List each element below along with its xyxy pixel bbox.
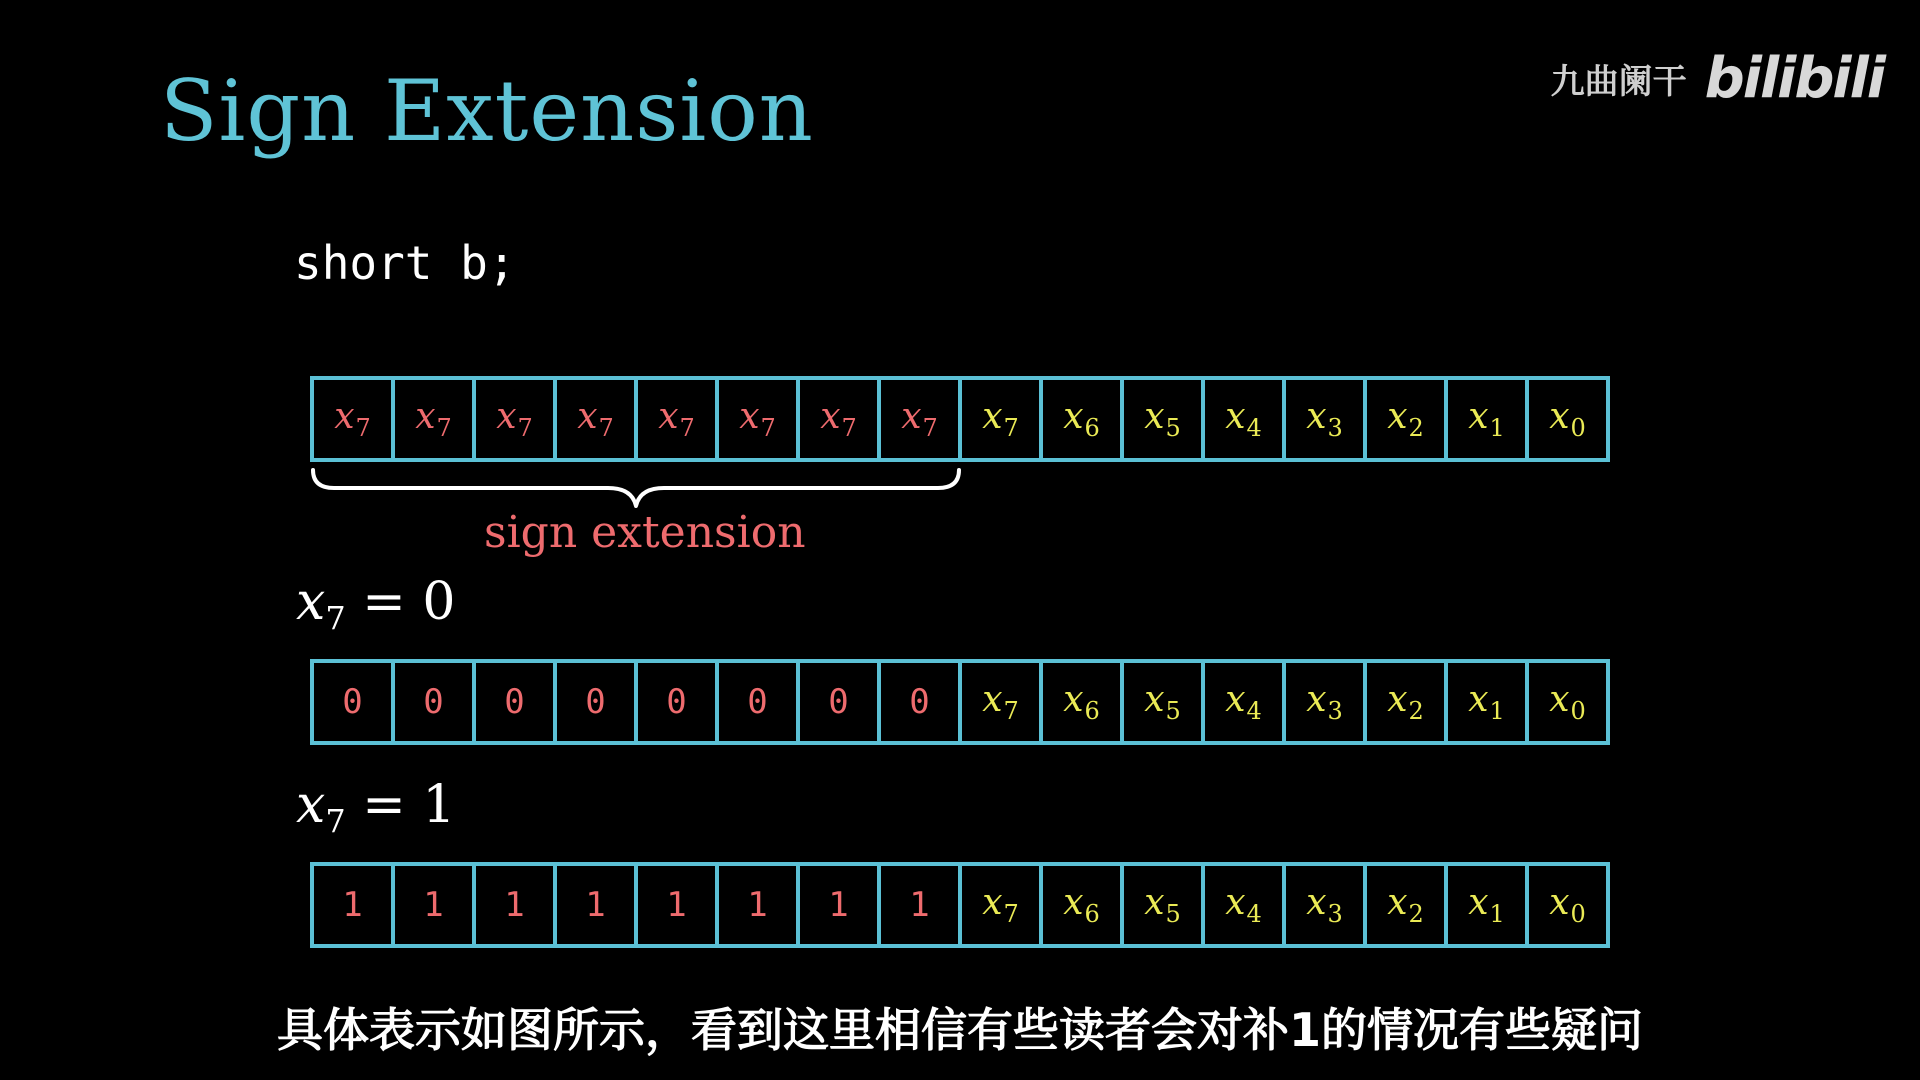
bit-row-generic — [310, 376, 1610, 462]
bit-variable-index: 7 — [355, 414, 371, 442]
bit-variable-index: 3 — [1327, 414, 1343, 442]
bit-variable-name: x — [577, 396, 598, 437]
bit-variable-index: 0 — [1570, 900, 1586, 928]
bit-digit: 0 — [666, 682, 687, 722]
bit-variable-index: 7 — [436, 414, 452, 442]
bit-variable — [1063, 396, 1100, 442]
bit-variable-index: 6 — [1084, 414, 1100, 442]
bit-variable — [1144, 679, 1181, 725]
bit-variable-name: x — [820, 396, 841, 437]
bit-variable-index: 1 — [1489, 697, 1505, 725]
bit-cell — [638, 380, 719, 458]
bit-cell — [1367, 866, 1448, 944]
code-declaration: short b; — [294, 236, 516, 290]
bilibili-logo-icon: bilibili — [1704, 46, 1884, 111]
bit-cell — [557, 380, 638, 458]
bit-digit: 0 — [909, 682, 930, 722]
bit-digit: 0 — [585, 682, 606, 722]
bit-variable-index: 7 — [598, 414, 614, 442]
bit-digit: 0 — [423, 682, 444, 722]
channel-watermark — [1551, 46, 1884, 111]
bit-cell — [962, 866, 1043, 944]
bit-variable — [982, 882, 1019, 928]
bit-variable — [1387, 882, 1424, 928]
slide-title: Sign Extension — [160, 62, 814, 160]
bit-variable-name: x — [1468, 679, 1489, 720]
bit-digit: 1 — [342, 885, 363, 925]
condition-value: = 1 — [345, 775, 456, 835]
bit-variable — [334, 396, 371, 442]
bit-variable — [577, 396, 614, 442]
bit-variable-index: 0 — [1570, 414, 1586, 442]
bit-cell — [395, 380, 476, 458]
bit-variable-index: 4 — [1246, 414, 1262, 442]
bit-variable-name: x — [334, 396, 355, 437]
watermark-author: 九曲阑干 — [1550, 62, 1687, 102]
bit-variable-index: 3 — [1327, 900, 1343, 928]
bit-cell — [881, 663, 962, 741]
bit-variable-name: x — [415, 396, 436, 437]
bit-variable-index: 7 — [922, 414, 938, 442]
bit-variable-name: x — [1468, 396, 1489, 437]
sign-extension-label: sign extension — [484, 507, 806, 558]
bit-cell — [1448, 663, 1529, 741]
bit-variable — [496, 396, 533, 442]
bit-cell — [638, 866, 719, 944]
bit-variable-name: x — [1549, 679, 1570, 720]
bit-digit: 1 — [504, 885, 525, 925]
bit-row-zero — [310, 659, 1610, 745]
bit-digit: 0 — [342, 682, 363, 722]
bit-cell — [395, 866, 476, 944]
bit-variable — [1549, 882, 1586, 928]
bit-digit: 1 — [747, 885, 768, 925]
bit-variable-name: x — [1063, 679, 1084, 720]
bit-variable — [1225, 396, 1262, 442]
bit-variable-index: 4 — [1246, 900, 1262, 928]
bit-cell — [1043, 663, 1124, 741]
bit-variable-name: x — [982, 882, 1003, 923]
bit-variable-index: 7 — [517, 414, 533, 442]
bit-variable-index: 7 — [1003, 900, 1019, 928]
bit-variable — [739, 396, 776, 442]
bit-digit: 1 — [828, 885, 849, 925]
bit-variable-index: 7 — [679, 414, 695, 442]
bit-variable — [982, 396, 1019, 442]
bit-cell — [962, 663, 1043, 741]
condition-value: = 0 — [345, 572, 456, 632]
bit-variable-name: x — [1306, 679, 1327, 720]
bit-variable-name: x — [1063, 396, 1084, 437]
bit-cell — [1529, 380, 1606, 458]
bit-cell — [1448, 866, 1529, 944]
bit-cell — [1205, 663, 1286, 741]
bit-cell — [1286, 866, 1367, 944]
bit-variable — [1306, 396, 1343, 442]
bit-variable — [1387, 396, 1424, 442]
bit-variable-index: 5 — [1165, 900, 1181, 928]
bit-variable-index: 6 — [1084, 697, 1100, 725]
bit-variable-name: x — [1387, 679, 1408, 720]
bit-cell — [1286, 380, 1367, 458]
bit-cell — [800, 380, 881, 458]
condition-x7-equals-1 — [296, 775, 455, 840]
bit-variable-index: 1 — [1489, 900, 1505, 928]
bit-variable-name: x — [496, 396, 517, 437]
bit-cell — [314, 866, 395, 944]
bit-digit: 1 — [666, 885, 687, 925]
subtitle-caption: 具体表示如图所示，看到这里相信有些读者会对补1的情况有些疑问 — [276, 1003, 1643, 1057]
bit-cell — [1205, 380, 1286, 458]
bit-variable-name: x — [1225, 882, 1246, 923]
bit-variable-name: x — [1063, 882, 1084, 923]
bit-digit: 0 — [504, 682, 525, 722]
bit-variable-index: 0 — [1570, 697, 1586, 725]
bit-variable — [1468, 396, 1505, 442]
bit-variable-index: 5 — [1165, 414, 1181, 442]
bit-variable — [1549, 679, 1586, 725]
bit-cell — [314, 663, 395, 741]
bit-cell — [1043, 866, 1124, 944]
bit-variable — [1306, 679, 1343, 725]
bit-variable-name: x — [982, 679, 1003, 720]
bit-variable-index: 7 — [1003, 697, 1019, 725]
condition-variable: x — [296, 775, 326, 835]
curly-brace-icon — [310, 462, 962, 510]
bit-variable — [1387, 679, 1424, 725]
bit-variable — [658, 396, 695, 442]
bit-digit: 1 — [423, 885, 444, 925]
bit-row-one — [310, 862, 1610, 948]
bit-variable-name: x — [1549, 882, 1570, 923]
bit-cell — [476, 866, 557, 944]
bit-variable-index: 4 — [1246, 697, 1262, 725]
bit-cell — [557, 866, 638, 944]
bit-variable-index: 2 — [1408, 414, 1424, 442]
bit-variable-index: 3 — [1327, 697, 1343, 725]
bit-digit: 0 — [828, 682, 849, 722]
bit-variable-name: x — [1549, 396, 1570, 437]
bit-cell — [1124, 866, 1205, 944]
bit-cell — [962, 380, 1043, 458]
bit-cell — [719, 663, 800, 741]
bit-digit: 1 — [585, 885, 606, 925]
bit-cell — [1124, 380, 1205, 458]
condition-variable: x — [296, 572, 326, 632]
bit-variable-index: 7 — [1003, 414, 1019, 442]
bit-variable — [1063, 679, 1100, 725]
bit-variable-name: x — [1144, 396, 1165, 437]
bit-cell — [1286, 663, 1367, 741]
bit-cell — [1448, 380, 1529, 458]
bit-variable-name: x — [1144, 882, 1165, 923]
bit-variable — [901, 396, 938, 442]
bit-variable-index: 7 — [841, 414, 857, 442]
bit-variable-name: x — [1306, 882, 1327, 923]
bit-digit: 0 — [747, 682, 768, 722]
bit-cell — [800, 866, 881, 944]
bit-cell — [881, 380, 962, 458]
condition-x7-equals-0 — [296, 572, 455, 637]
bit-variable-name: x — [1144, 679, 1165, 720]
bit-cell — [314, 380, 395, 458]
bit-variable-index: 1 — [1489, 414, 1505, 442]
bit-variable — [1468, 882, 1505, 928]
bit-variable-name: x — [658, 396, 679, 437]
bit-variable-name: x — [1468, 882, 1489, 923]
bit-cell — [476, 380, 557, 458]
bit-variable-name: x — [1387, 396, 1408, 437]
bit-cell — [638, 663, 719, 741]
bit-variable — [1225, 679, 1262, 725]
bit-cell — [800, 663, 881, 741]
bit-variable — [415, 396, 452, 442]
bit-variable — [982, 679, 1019, 725]
bit-variable-name: x — [1306, 396, 1327, 437]
bit-digit: 1 — [909, 885, 930, 925]
bit-variable-name: x — [982, 396, 1003, 437]
bit-variable — [1144, 882, 1181, 928]
bit-cell — [476, 663, 557, 741]
bit-cell — [1367, 663, 1448, 741]
bit-cell — [1205, 866, 1286, 944]
bit-cell — [557, 663, 638, 741]
bit-cell — [1367, 380, 1448, 458]
bit-variable — [1306, 882, 1343, 928]
bit-cell — [719, 380, 800, 458]
bit-variable-name: x — [1225, 396, 1246, 437]
bit-variable — [1225, 882, 1262, 928]
bit-cell — [1529, 663, 1606, 741]
bit-variable-index: 2 — [1408, 697, 1424, 725]
bit-variable-index: 2 — [1408, 900, 1424, 928]
bit-variable-name: x — [1387, 882, 1408, 923]
bit-cell — [719, 866, 800, 944]
bit-variable — [1468, 679, 1505, 725]
bit-variable — [1144, 396, 1181, 442]
bit-cell — [1124, 663, 1205, 741]
bit-cell — [1043, 380, 1124, 458]
condition-index: 7 — [325, 802, 346, 840]
bit-variable-index: 6 — [1084, 900, 1100, 928]
bit-cell — [881, 866, 962, 944]
bit-variable — [1549, 396, 1586, 442]
bit-variable-name: x — [901, 396, 922, 437]
bit-variable-index: 7 — [760, 414, 776, 442]
bit-variable-index: 5 — [1165, 697, 1181, 725]
condition-index: 7 — [325, 599, 346, 637]
bit-variable — [820, 396, 857, 442]
bit-variable-name: x — [739, 396, 760, 437]
bit-cell — [395, 663, 476, 741]
bit-variable — [1063, 882, 1100, 928]
bit-cell — [1529, 866, 1606, 944]
bit-variable-name: x — [1225, 679, 1246, 720]
